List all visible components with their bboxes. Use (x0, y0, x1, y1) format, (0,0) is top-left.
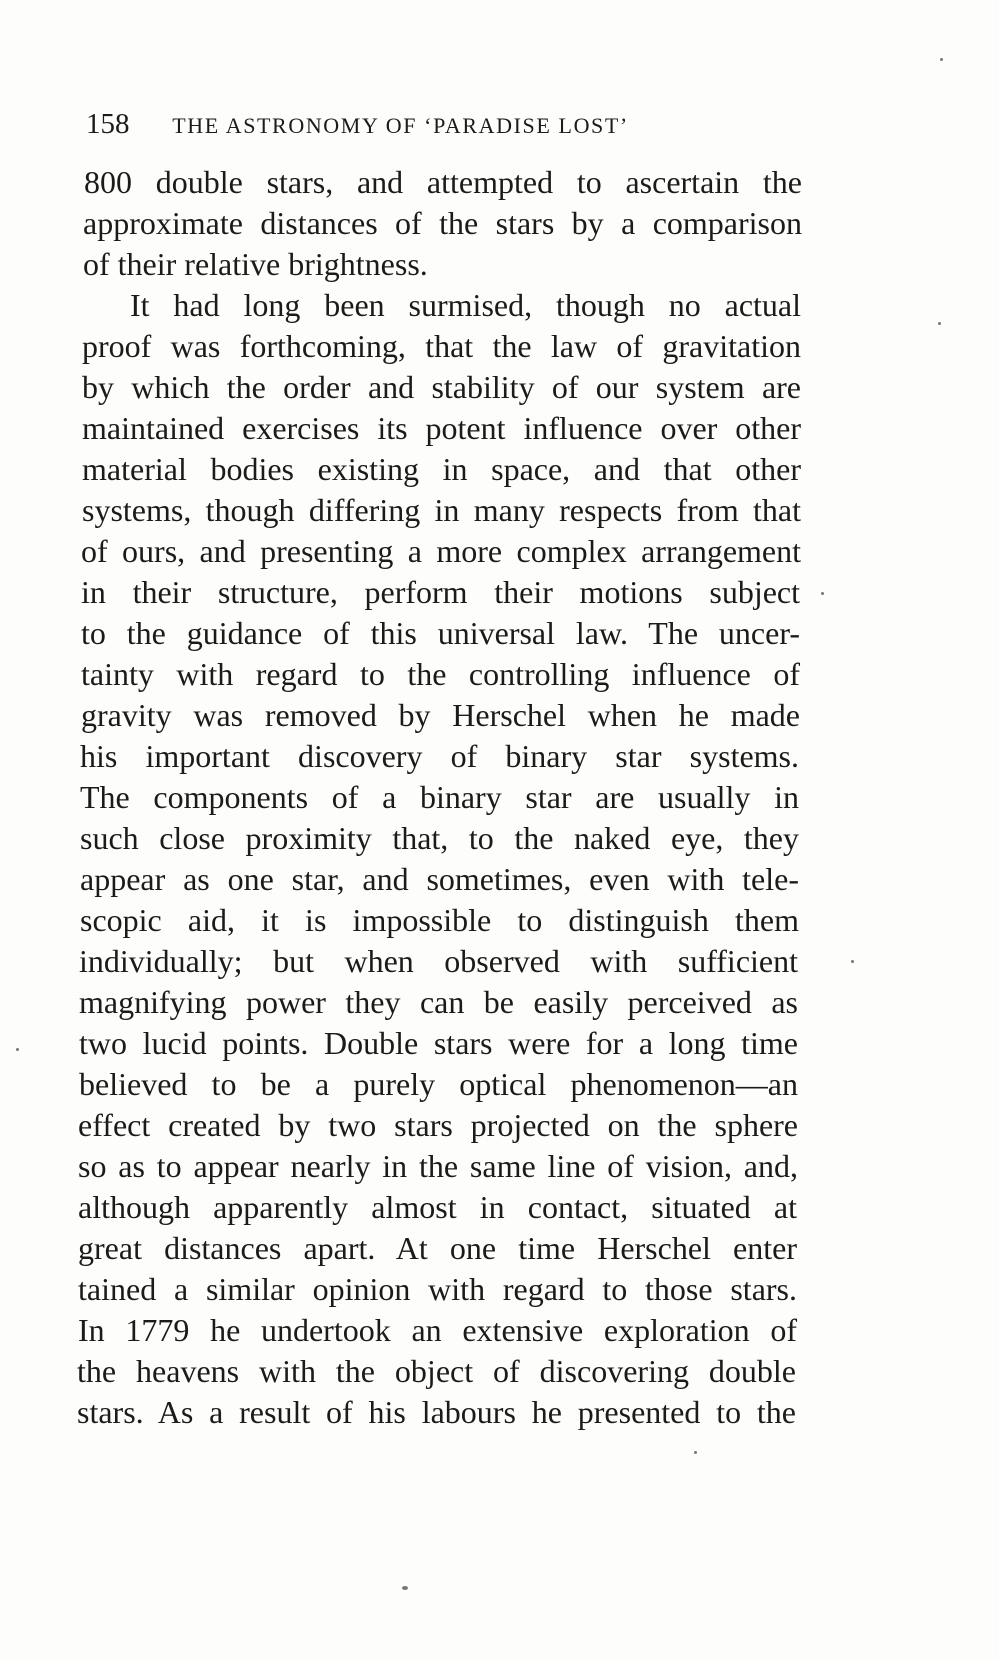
scan-speck (940, 58, 943, 61)
text-line-21: magnifying power they can be easily perceived as (79, 984, 798, 1020)
text-line-15: his important discovery of binary star systems. (80, 738, 799, 774)
text-line-26: although apparently almost in contact, situated at (78, 1189, 797, 1225)
text-line-24: effect created by two stars projected on the sphere (78, 1107, 798, 1143)
text-line-31: stars. As a result of his labours he presented to the (77, 1394, 796, 1430)
text-line-28: tained a similar opinion with regard to those stars. (78, 1271, 797, 1307)
text-line-18: appear as one star, and sometimes, even with tele- (80, 861, 799, 897)
text-line-30: the heavens with the object of discovering double (77, 1353, 796, 1389)
text-line-8: material bodies existing in space, and that other (82, 451, 801, 487)
scan-speck (938, 322, 941, 325)
text-line-1: 800 double stars, and attempted to ascertain the (84, 164, 802, 200)
scan-speck (694, 1451, 697, 1454)
text-line-25: so as to appear nearly in the same line of vision, and, (78, 1148, 798, 1184)
text-line-7: maintained exercises its potent influence over other (82, 410, 801, 446)
text-line-13: tainty with regard to the controlling influence of (81, 656, 800, 692)
scan-speck (851, 960, 854, 963)
text-line-5: proof was forthcoming, that the law of gravitation (82, 328, 801, 364)
page-number: 158 (86, 108, 130, 140)
scan-speck (16, 1048, 19, 1051)
scan-speck (821, 592, 824, 595)
text-line-23: believed to be a purely optical phenomenon—an (79, 1066, 798, 1102)
text-line-4: It had long been surmised, though no actual (130, 287, 801, 323)
text-line-29: In 1779 he undertook an extensive exploration of (78, 1312, 797, 1348)
text-line-22: two lucid points. Double stars were for a long time (79, 1025, 798, 1061)
text-line-16: The components of a binary star are usually in (80, 779, 799, 815)
text-line-19: scopic aid, it is impossible to distinguish them (80, 902, 799, 938)
text-line-12: to the guidance of this universal law. The uncer- (81, 615, 800, 651)
text-line-17: such close proximity that, to the naked eye, they (80, 820, 799, 856)
text-line-20: individually; but when observed with sufficient (79, 943, 798, 979)
text-line-11: in their structure, perform their motions subject (81, 574, 800, 610)
text-line-14: gravity was removed by Herschel when he made (81, 697, 800, 733)
text-line-27: great distances apart. At one time Herschel enter (78, 1230, 797, 1266)
text-line-10: of ours, and presenting a more complex arrangement (81, 533, 801, 569)
running-head (86, 104, 866, 144)
text-line-6: by which the order and stability of our system are (82, 369, 801, 405)
text-line-9: systems, though differing in many respects from that (82, 492, 801, 528)
text-line-3: of their relative brightness. (83, 246, 428, 282)
running-title: THE ASTRONOMY OF ‘PARADISE LOST’ (172, 113, 629, 138)
text-line-2: approximate distances of the stars by a comparison (83, 205, 802, 241)
scan-speck (402, 1586, 408, 1590)
